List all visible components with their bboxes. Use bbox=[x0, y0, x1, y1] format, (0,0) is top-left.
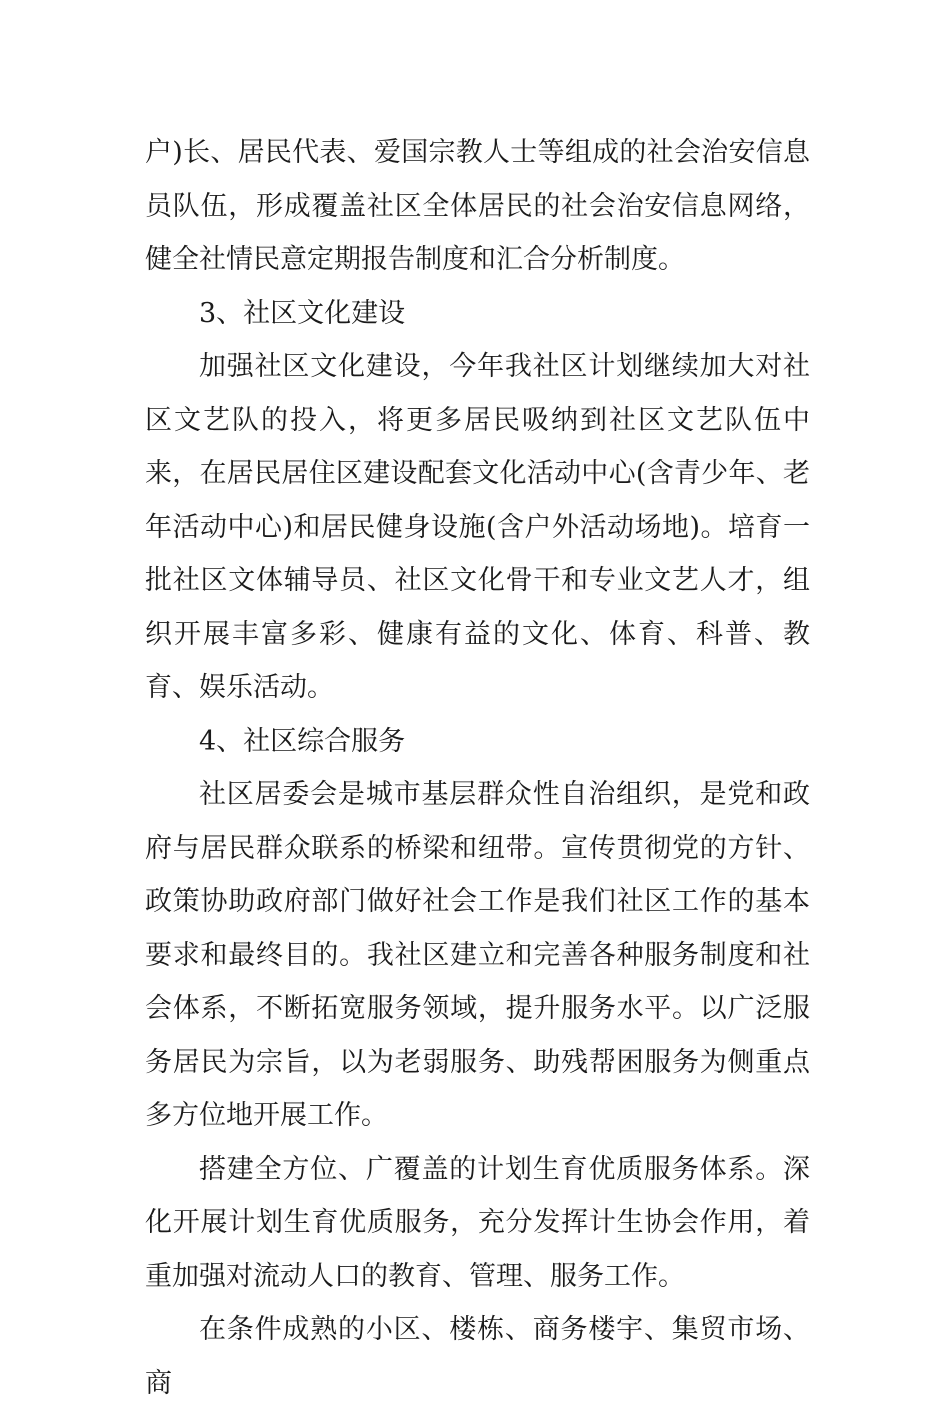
paragraph-family-planning: 搭建全方位、广覆盖的计划生育优质服务体系。深化开展计划生育优质服务，充分发挥计生协会作用，着重加强对流动人口的教育、管理、服务工作。 bbox=[145, 1153, 810, 1292]
paragraph-culture: 加强社区文化建设，今年我社区计划继续加大对社区文艺队的投入，将更多居民吸纳到社区文艺队伍中来，在居民居住区建设配套文化活动中心(含青少年、老年活动中心)和居民健身设施(含户外活动场地)。培育一批社区文体辅导员、社区文化骨干和专业文艺人才，组织开展丰富多彩、健康有益的文化、体育、科普、教育、娱乐活动。 bbox=[145, 351, 810, 703]
document-body bbox=[145, 126, 810, 1410]
paragraph-committee: 社区居委会是城市基层群众性自治组织，是党和政府与居民群众联系的桥梁和纽带。宣传贯彻党的方针、政策协助政府部门做好社会工作是我们社区工作的基本要求和最终目的。我社区建立和完善各种服务制度和社会体系，不断拓宽服务领域，提升服务水平。以广泛服务居民为宗旨，以为老弱服务、助残帮困服务为侧重点多方位地开展工作。 bbox=[145, 779, 810, 1131]
paragraph-security-network: 户)长、居民代表、爱国宗教人士等组成的社会治安信息员队伍，形成覆盖社区全体居民的社会治安信息网络，健全社情民意定期报告制度和汇合分析制度。 bbox=[145, 137, 810, 275]
section-heading-services: 4、社区综合服务 bbox=[199, 725, 406, 757]
section-heading-culture: 3、社区文化建设 bbox=[199, 297, 406, 329]
paragraph-conditions: 在条件成熟的小区、楼栋、商务楼宇、集贸市场、商 bbox=[145, 1314, 810, 1399]
